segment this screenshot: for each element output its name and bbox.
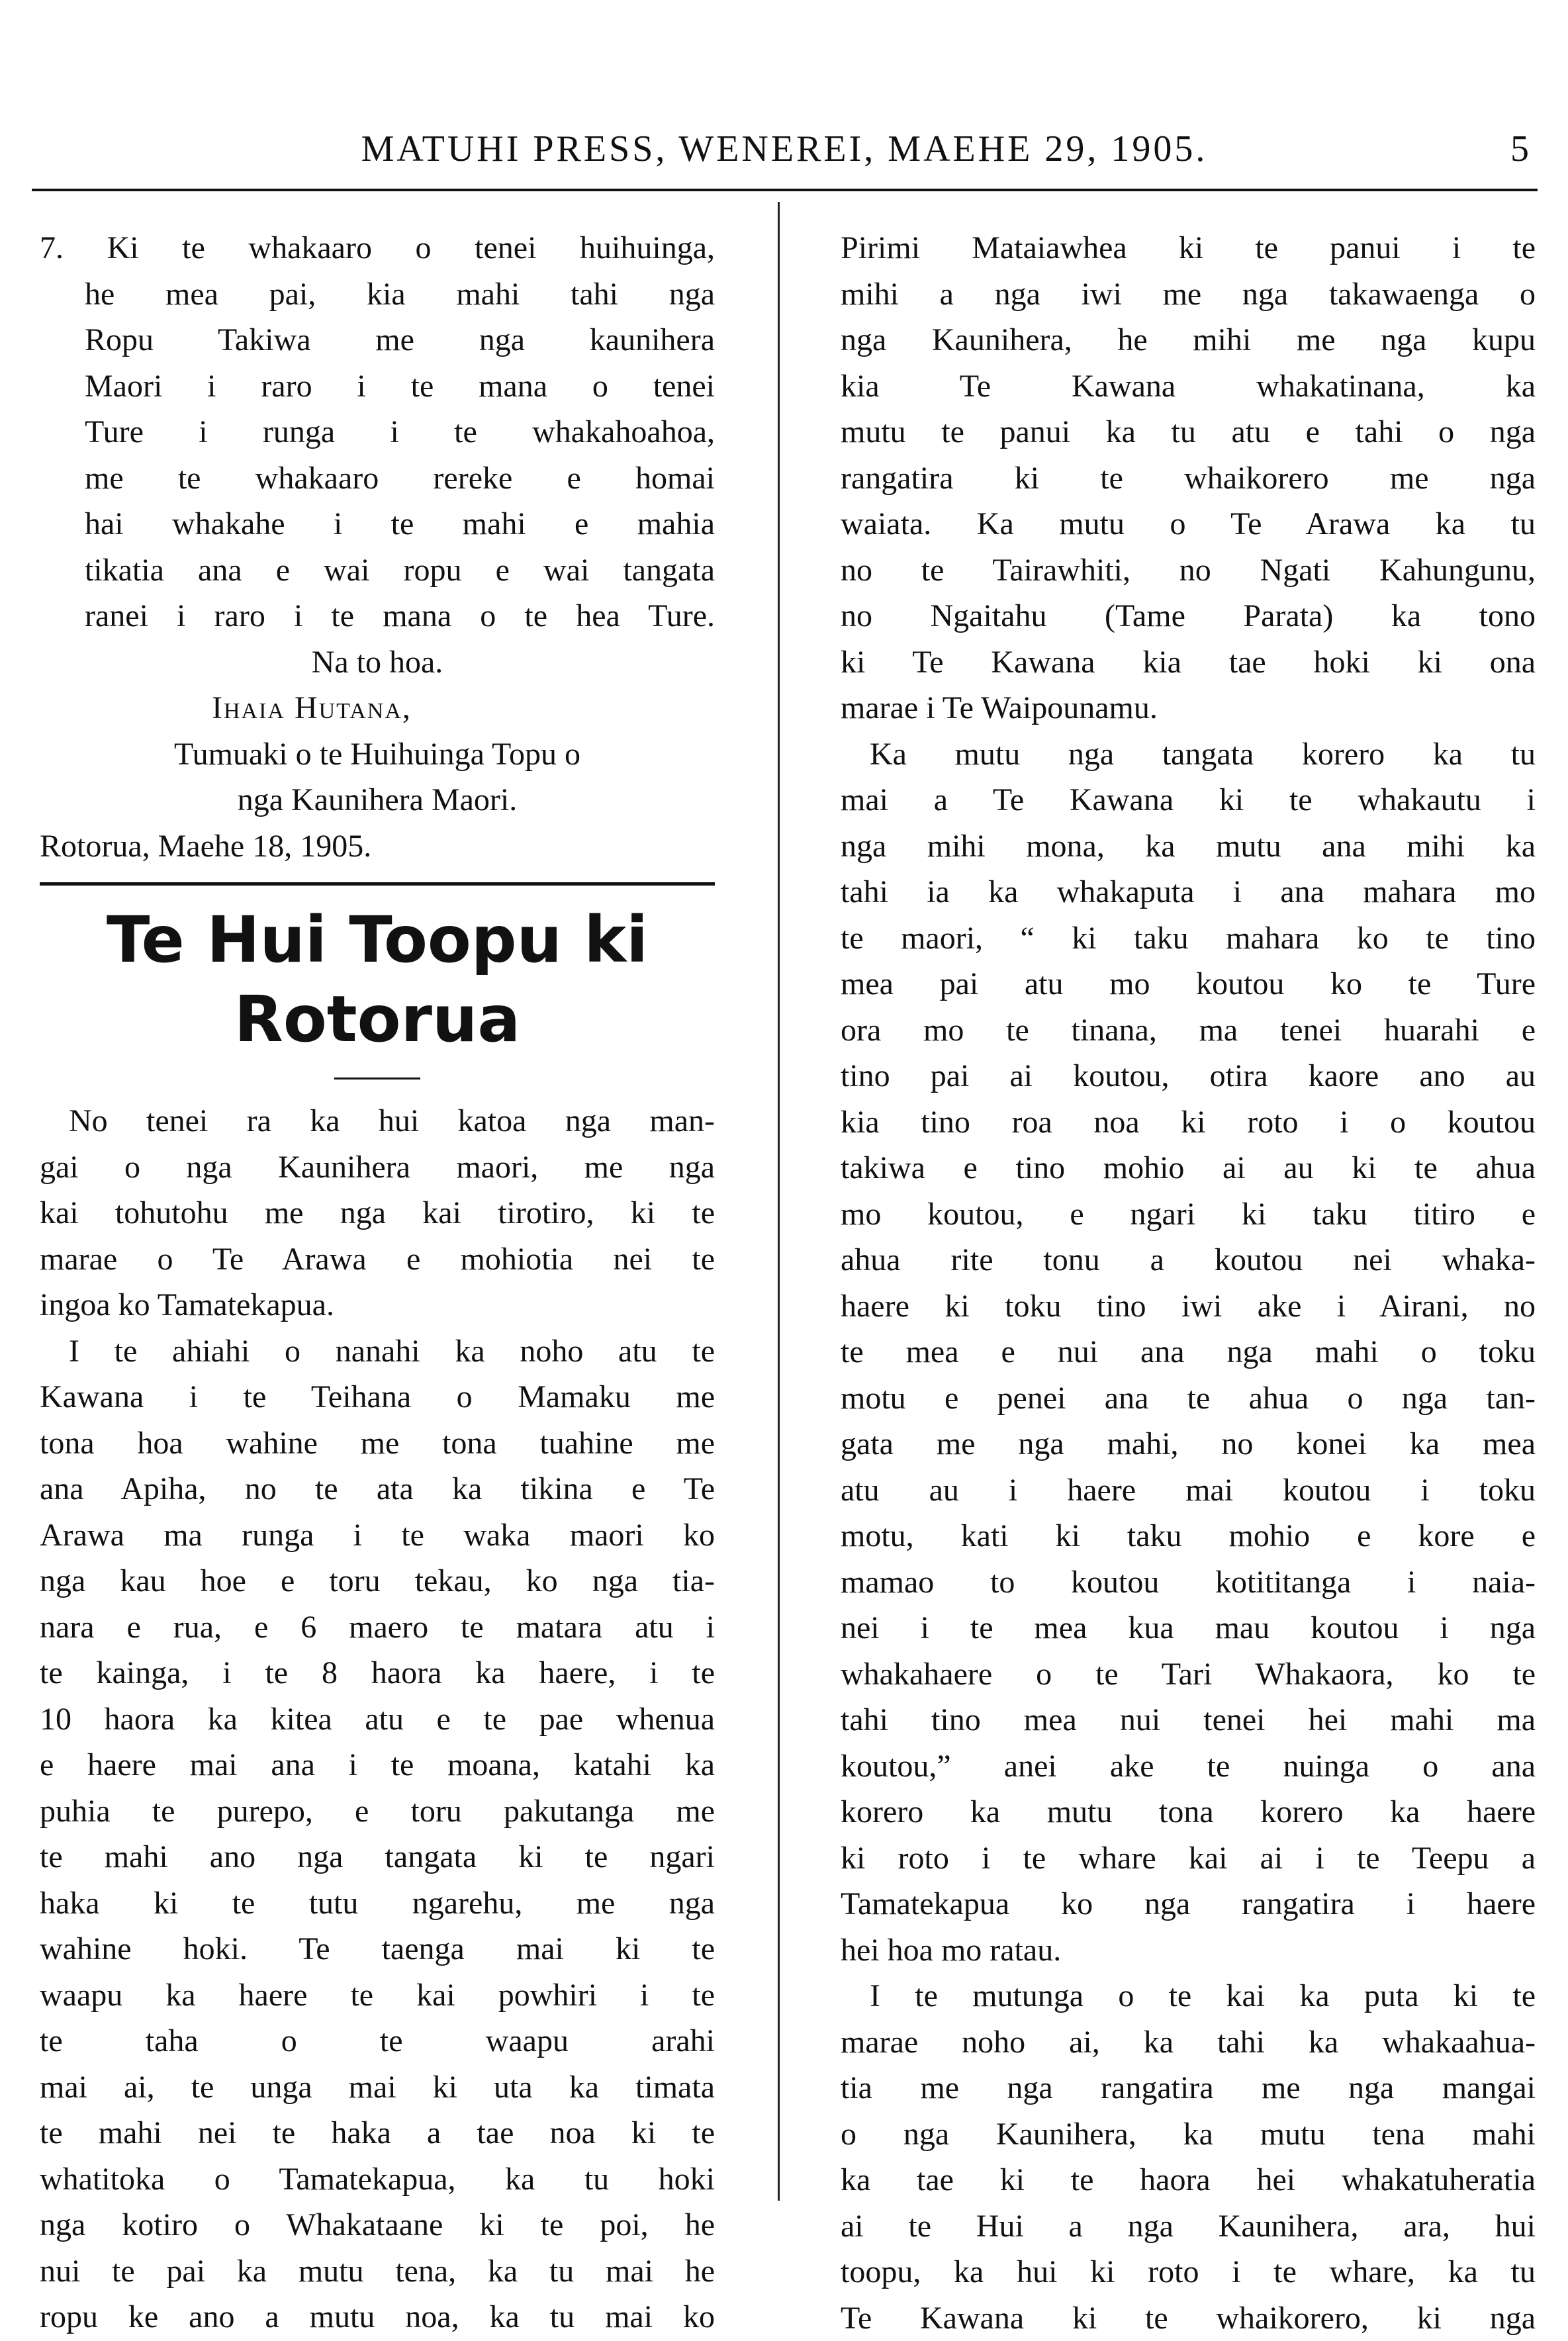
- text-line: atu au i haere mai koutou i toku: [841, 1467, 1536, 1514]
- text-line: marae o Te Arawa e mohiotia nei te: [40, 1236, 715, 1283]
- text-line: ropu ke ano a mutu noa, ka tu mai ko: [40, 2294, 715, 2340]
- place-date: Rotorua, Maehe 18, 1905.: [40, 823, 715, 870]
- text-line: nga kotiro o Whakataane ki te poi, he: [40, 2202, 715, 2248]
- text-line: puhia te purepo, e toru pakutanga me: [40, 1788, 715, 1835]
- page-header: [40, 122, 1529, 175]
- text-line: e haere mai ana i te moana, katahi ka: [40, 1742, 715, 1788]
- text-line: tona hoa wahine me tona tuahine me: [40, 1420, 715, 1467]
- item-7-block: [40, 225, 715, 639]
- text-line: nga mihi mona, ka mutu ana mihi ka: [841, 823, 1536, 870]
- text-line: nga Kaunihera, he mihi me nga kupu: [841, 317, 1536, 363]
- text-line: kia tino roa noa ki roto i o koutou: [841, 1099, 1536, 1146]
- text-line: Te Kawana ki te whaikorero, ki nga: [841, 2295, 1536, 2341]
- text-line: ana Apiha, no te ata ka tikina e Te: [40, 1466, 715, 1512]
- article-paragraph-3: [841, 225, 1536, 731]
- text-line: toopu, ka hui ki roto i te whare, ka tu: [841, 2249, 1536, 2295]
- text-line: nara e rua, e 6 maero te matara atu i: [40, 1604, 715, 1651]
- article-paragraph-2: [40, 1328, 715, 2340]
- text-line: mai a Te Kawana ki te whakautu i: [841, 777, 1536, 823]
- text-line: Pirimi Mataiawhea ki te panui i te: [841, 225, 1536, 271]
- text-line: me te whakaaro rereke e homai: [40, 455, 715, 502]
- text-line: tahi tino mea nui tenei hei mahi ma: [841, 1697, 1536, 1743]
- text-line: motu e penei ana te ahua o nga tan-: [841, 1375, 1536, 1422]
- text-line: kia Te Kawana whakatinana, ka: [841, 363, 1536, 410]
- text-line: Tamatekapua ko nga rangatira i haere: [841, 1881, 1536, 1927]
- text-line: mihi a nga iwi me nga takawaenga o: [841, 271, 1536, 318]
- text-line: ai te Hui a nga Kaunihera, ara, hui: [841, 2203, 1536, 2250]
- text-line: tia me nga rangatira me nga mangai: [841, 2065, 1536, 2111]
- text-line: no te Tairawhiti, no Ngati Kahungunu,: [841, 547, 1536, 594]
- article-paragraph-5: [841, 1973, 1536, 2341]
- text-line: he mea pai, kia mahi tahi nga: [40, 271, 715, 318]
- text-line: ka tae ki te haora hei whakatuheratia: [841, 2157, 1536, 2203]
- text-line: tahi ia ka whakaputa i ana mahara mo: [841, 869, 1536, 915]
- text-line: whakahaere o te Tari Whakaora, ko te: [841, 1651, 1536, 1698]
- headline-line: Te Hui Toopu ki: [107, 903, 648, 977]
- text-line: te maori, “ ki taku mahara ko te tino: [841, 915, 1536, 962]
- text-line: te mea e nui ana nga mahi o toku: [841, 1329, 1536, 1375]
- text-line: Maori i raro i te mana o tenei: [40, 363, 715, 410]
- text-line: ki roto i te whare kai ai i te Teepu a: [841, 1835, 1536, 1882]
- text-line: ora mo te tinana, ma tenei huarahi e: [841, 1007, 1536, 1054]
- text-line: 10 haora ka kitea atu e te pae whenua: [40, 1696, 715, 1743]
- text-line: gata me nga mahi, no konei ka mea: [841, 1421, 1536, 1467]
- text-line: marae i Te Waipounamu.: [841, 685, 1536, 731]
- signature-title-line: nga Kaunihera Maori.: [40, 777, 715, 823]
- text-line: wahine hoki. Te taenga mai ki te: [40, 1926, 715, 1972]
- text-line: ranei i raro i te mana o te hea Ture.: [40, 593, 715, 639]
- text-line: ingoa ko Tamatekapua.: [40, 1282, 715, 1328]
- article-paragraph-4: [841, 731, 1536, 1974]
- text-line: nui te pai ka mutu tena, ka tu mai he: [40, 2248, 715, 2295]
- text-line: nei i te mea kua mau koutou i nga: [841, 1605, 1536, 1651]
- text-line: hai whakahe i te mahi e mahia: [40, 501, 715, 547]
- text-line: tikatia ana e wai ropu e wai tangata: [40, 547, 715, 594]
- text-line: tino pai ai koutou, otira kaore ano au: [841, 1053, 1536, 1099]
- article-paragraph-1: [40, 1098, 715, 1328]
- text-line: o nga Kaunihera, ka mutu tena mahi: [841, 2111, 1536, 2158]
- text-line: Kawana i te Teihana o Mamaku me: [40, 1374, 715, 1420]
- text-line: te mahi nei te haka a tae noa ki te: [40, 2110, 715, 2156]
- text-line: te taha o te waapu arahi: [40, 2018, 715, 2064]
- text-line: kai tohutohu me nga kai tirotiro, ki te: [40, 1190, 715, 1236]
- article-headline: [40, 900, 715, 1059]
- left-column: [40, 225, 715, 2340]
- text-line: ki Te Kawana kia tae hoki ki ona: [841, 639, 1536, 686]
- text-line: mamao to koutou kotititanga i naia-: [841, 1559, 1536, 1606]
- text-line: hei hoa mo ratau.: [841, 1927, 1536, 1974]
- headline-line: Rotorua: [234, 982, 520, 1056]
- text-line: Ropu Takiwa me nga kaunihera: [40, 317, 715, 363]
- signature-name: Ihaia Hutana,: [40, 685, 715, 731]
- text-line: I te mutunga o te kai ka puta ki te: [841, 1973, 1536, 2019]
- column-divider: [778, 202, 780, 2201]
- text-line: rangatira ki te whaikorero me nga: [841, 455, 1536, 502]
- text-line: te kainga, i te 8 haora ka haere, i te: [40, 1650, 715, 1696]
- text-line: gai o nga Kaunihera maori, me nga: [40, 1144, 715, 1191]
- text-line: 7. Ki te whakaaro o tenei huihuinga,: [40, 225, 715, 271]
- text-line: mutu te panui ka tu atu e tahi o nga: [841, 409, 1536, 455]
- headline-rule: [334, 1078, 420, 1079]
- text-line: marae noho ai, ka tahi ka whakaahua-: [841, 2019, 1536, 2066]
- masthead-title: MATUHI PRESS, WENEREI, MAEHE 29, 1905.: [40, 122, 1529, 175]
- right-column: [841, 225, 1536, 2341]
- signature-title-line: Tumuaki o te Huihuinga Topu o: [40, 731, 715, 778]
- text-line: no Ngaitahu (Tame Parata) ka tono: [841, 593, 1536, 639]
- text-line: te mahi ano nga tangata ki te ngari: [40, 1834, 715, 1880]
- text-line: mea pai atu mo koutou ko te Ture: [841, 961, 1536, 1007]
- section-rule: [40, 882, 715, 886]
- text-line: Ka mutu nga tangata korero ka tu: [841, 731, 1536, 778]
- text-line: I te ahiahi o nanahi ka noho atu te: [40, 1328, 715, 1375]
- text-line: haere ki toku tino iwi ake i Airani, no: [841, 1283, 1536, 1330]
- page-number: 5: [1510, 122, 1529, 175]
- text-line: koutou,” anei ake te nuinga o ana: [841, 1743, 1536, 1790]
- text-line: Ture i runga i te whakahoahoa,: [40, 409, 715, 455]
- text-line: ahua rite tonu a koutou nei whaka-: [841, 1237, 1536, 1283]
- text-line: mai ai, te unga mai ki uta ka timata: [40, 2064, 715, 2111]
- text-line: Arawa ma runga i te waka maori ko: [40, 1512, 715, 1559]
- text-line: korero ka mutu tona korero ka haere: [841, 1789, 1536, 1835]
- text-line: whatitoka o Tamatekapua, ka tu hoki: [40, 2156, 715, 2203]
- text-line: No tenei ra ka hui katoa nga man-: [40, 1098, 715, 1144]
- text-line: haka ki te tutu ngarehu, me nga: [40, 1880, 715, 1927]
- text-line: mo koutou, e ngari ki taku titiro e: [841, 1191, 1536, 1238]
- text-line: nga kau hoe e toru tekau, ko nga tia-: [40, 1558, 715, 1604]
- text-line: takiwa e tino mohio ai au ki te ahua: [841, 1145, 1536, 1191]
- text-line: waapu ka haere te kai powhiri i te: [40, 1972, 715, 2019]
- text-line: motu, kati ki taku mohio e kore e: [841, 1513, 1536, 1559]
- header-rule: [32, 189, 1538, 191]
- text-line: waiata. Ka mutu o Te Arawa ka tu: [841, 501, 1536, 547]
- closing-line: Na to hoa.: [40, 639, 715, 686]
